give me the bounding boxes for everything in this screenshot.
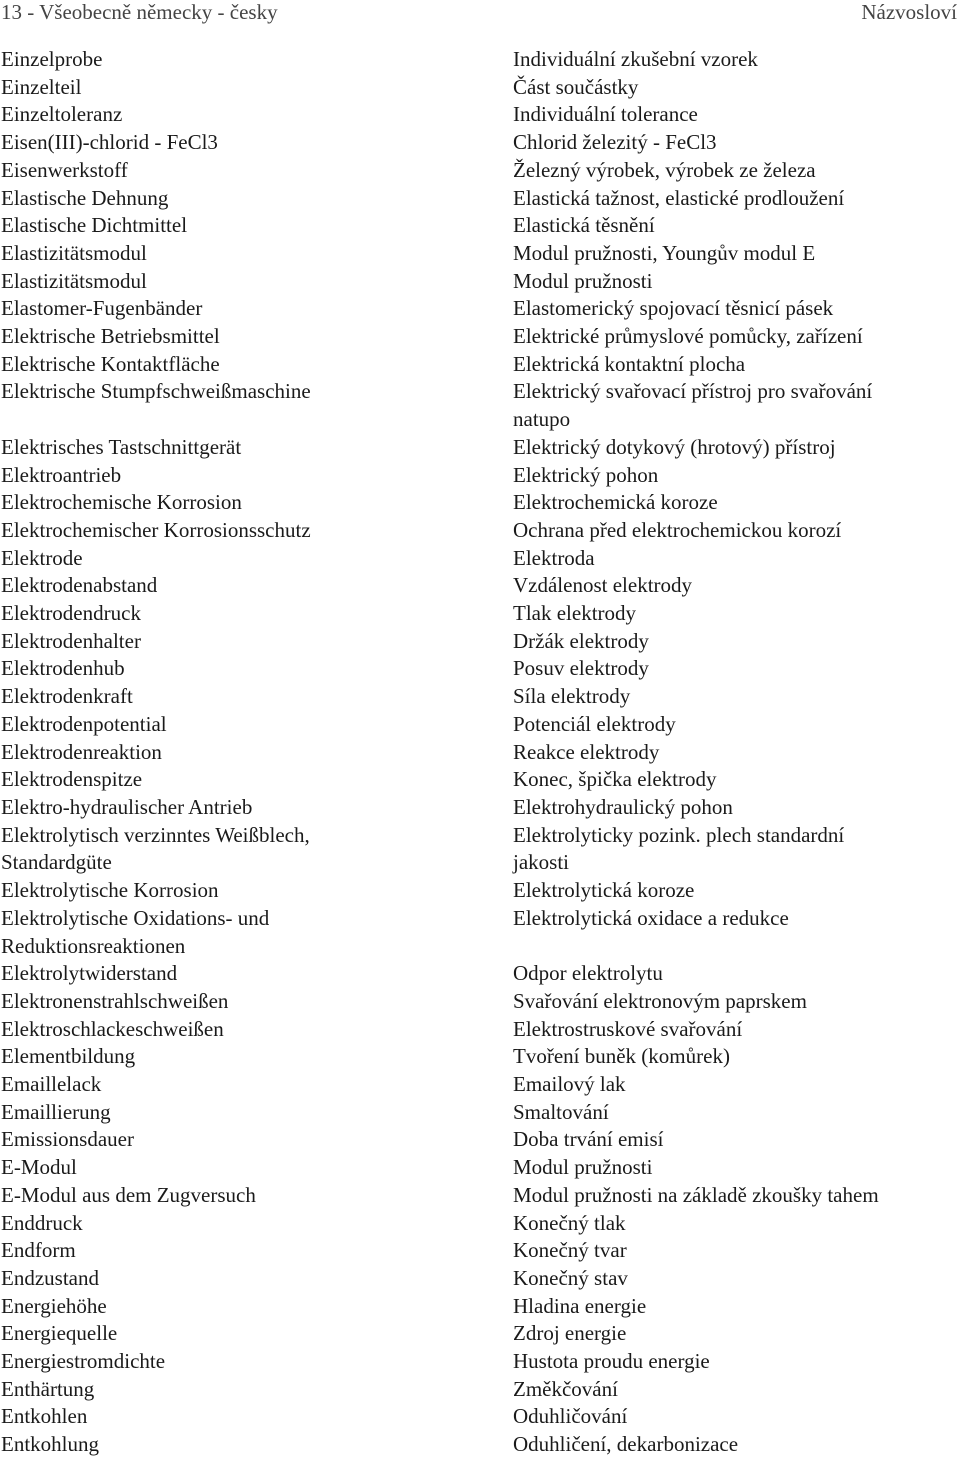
german-term: Elastizitätsmodul [1, 240, 147, 265]
glossary-entry [0, 1237, 960, 1265]
glossary-entry [0, 1182, 960, 1210]
glossary-entry [0, 1403, 960, 1431]
german-term: Energiequelle [1, 1321, 118, 1346]
german-term: Elektrodenabstand [1, 573, 158, 598]
czech-term: Posuv elektrody [513, 656, 649, 681]
czech-term: Elektrický dotykový (hrotový) přístroj [513, 434, 836, 459]
czech-term: Elektroda [513, 545, 595, 570]
german-term: Elastische Dehnung [1, 185, 169, 210]
german-term: Elektroschlackeschweißen [1, 1016, 224, 1041]
glossary-entry [0, 46, 960, 74]
czech-term: Modul pružnosti na základě zkoušky tahem [513, 1182, 879, 1207]
glossary-entry [0, 1126, 960, 1154]
german-term: Elektrode [1, 545, 83, 570]
czech-term: Modul pružnosti [513, 1155, 653, 1180]
glossary-entry [0, 185, 960, 213]
german-term: Elektrolytisch verzinntes Weißblech, Standardgüte [1, 822, 310, 875]
german-term: Elektroantrieb [1, 462, 122, 487]
glossary-entry [0, 905, 960, 960]
glossary-entry [0, 1348, 960, 1376]
czech-term: Chlorid železitý - FeCl3 [513, 130, 717, 155]
german-term: Elektrisches Tastschnittgerät [1, 434, 242, 459]
czech-term: Držák elektrody [513, 628, 649, 653]
czech-term: Oduhličování [513, 1404, 628, 1429]
german-term: Einzelteil [1, 74, 82, 99]
czech-term: Ochrana před elektrochemickou korozí [513, 517, 842, 542]
german-term: E-Modul aus dem Zugversuch [1, 1182, 256, 1207]
glossary-entry [0, 489, 960, 517]
czech-term: Odpor elektrolytu [513, 961, 663, 986]
czech-term: Oduhličení, dekarbonizace [513, 1432, 739, 1457]
german-term: Energiehöhe [1, 1293, 107, 1318]
german-term: Elastizitätsmodul [1, 268, 147, 293]
glossary-entry [0, 1154, 960, 1182]
german-term: Entkohlen [1, 1404, 88, 1429]
czech-term: Změkčování [513, 1376, 618, 1401]
czech-term: Elektrické průmyslové pomůcky, zařízení [513, 324, 863, 349]
glossary-entry [0, 378, 960, 433]
czech-term: Modul pružnosti, Youngův modul E [513, 240, 816, 265]
glossary-entry [0, 572, 960, 600]
czech-term: Elektrohydraulický pohon [513, 794, 733, 819]
czech-term: Doba trvání emisí [513, 1127, 664, 1152]
german-term: Eisenwerkstoff [1, 157, 128, 182]
german-term: Elektrolytische Oxidations- und Reduktionsreaktionen [1, 905, 270, 958]
german-term: Elektrolytwiderstand [1, 961, 178, 986]
glossary-entry [0, 655, 960, 683]
czech-term: Modul pružnosti [513, 268, 653, 293]
glossary-entry [0, 1071, 960, 1099]
glossary-entry [0, 628, 960, 656]
glossary-entry [0, 212, 960, 240]
german-term: Elektrodenkraft [1, 684, 133, 709]
chapter-title: 13 - Všeobecně německy - česky [1, 0, 278, 24]
czech-term: Elektrický pohon [513, 462, 659, 487]
czech-term: Elektrolyticky pozink. plech standardní jakosti [513, 822, 845, 875]
czech-term: Individuální zkušební vzorek [513, 47, 758, 71]
german-term: Elektrodenhub [1, 656, 125, 681]
glossary-entry [0, 323, 960, 351]
czech-term: Hustota proudu energie [513, 1349, 710, 1374]
czech-term: Elektrolytická oxidace a redukce [513, 905, 789, 930]
czech-term: Smaltování [513, 1099, 609, 1124]
section-title: Názvosloví [861, 0, 957, 24]
glossary-entry [0, 434, 960, 462]
czech-term: Zdroj energie [513, 1321, 627, 1346]
czech-term: Tvoření buněk (komůrek) [513, 1044, 730, 1069]
czech-term: Konec, špička elektrody [513, 767, 717, 792]
german-term: Elementbildung [1, 1044, 136, 1069]
german-term: Elektro-hydraulischer Antrieb [1, 794, 253, 819]
glossary-entry [0, 1210, 960, 1238]
german-term: Elektrolytische Korrosion [1, 878, 219, 903]
czech-term: Vzdálenost elektrody [513, 573, 693, 598]
glossary-entry [0, 517, 960, 545]
glossary-table [0, 46, 960, 1459]
glossary-entry [0, 794, 960, 822]
german-term: Elektrochemischer Korrosionsschutz [1, 517, 311, 542]
glossary-entry [0, 240, 960, 268]
czech-term: Elastická těsnění [513, 213, 655, 238]
czech-term: Elektrolytická koroze [513, 878, 695, 903]
czech-term: Elektrická kontaktní plocha [513, 351, 746, 376]
german-term: Elektronenstrahlschweißen [1, 988, 229, 1013]
german-term: Enthärtung [1, 1376, 95, 1401]
german-term: Entkohlung [1, 1432, 99, 1457]
glossary-entry [0, 101, 960, 129]
german-term: Emaillelack [1, 1072, 102, 1097]
czech-term: Reakce elektrody [513, 739, 660, 764]
glossary-entry [0, 462, 960, 490]
glossary-entry [0, 157, 960, 185]
glossary-entry [0, 822, 960, 877]
czech-term: Konečný stav [513, 1265, 628, 1290]
german-term: Energiestromdichte [1, 1349, 166, 1374]
czech-term: Síla elektrody [513, 684, 631, 709]
glossary-entry [0, 600, 960, 628]
german-term: Enddruck [1, 1210, 83, 1235]
czech-term: Elastická tažnost, elastické prodloužení [513, 185, 845, 210]
czech-term: Elastomerický spojovací těsnicí pásek [513, 296, 834, 321]
czech-term: Hladina energie [513, 1293, 647, 1318]
glossary-entry [0, 1376, 960, 1404]
glossary-entry [0, 1431, 960, 1459]
czech-term: Emailový lak [513, 1072, 626, 1097]
german-term: Endzustand [1, 1265, 99, 1290]
page-header [0, 0, 960, 28]
glossary-entry [0, 1293, 960, 1321]
german-term: Eisen(III)-chlorid - FeCl3 [1, 130, 218, 155]
german-term: Endform [1, 1238, 76, 1263]
glossary-entry [0, 766, 960, 794]
glossary-entry [0, 545, 960, 573]
german-term: Einzelprobe [1, 47, 103, 71]
glossary-entry [0, 1043, 960, 1071]
german-term: Emaillierung [1, 1099, 111, 1124]
czech-term: Konečný tlak [513, 1210, 626, 1235]
german-term: E-Modul [1, 1155, 77, 1180]
german-term: Elektrische Stumpfschweißmaschine [1, 379, 311, 404]
german-term: Elektrodenpotential [1, 711, 167, 736]
czech-term: Konečný tvar [513, 1238, 627, 1263]
glossary-entry [0, 1320, 960, 1348]
glossary-entry [0, 351, 960, 379]
glossary-entry [0, 295, 960, 323]
glossary-entry [0, 129, 960, 157]
czech-term: Část součástky [513, 74, 639, 99]
glossary-entry [0, 74, 960, 102]
czech-term: Svařování elektronovým paprskem [513, 988, 807, 1013]
glossary-entry [0, 1016, 960, 1044]
german-term: Elastische Dichtmittel [1, 213, 188, 238]
glossary-entry [0, 683, 960, 711]
german-term: Elektrodenhalter [1, 628, 141, 653]
german-term: Elektrodenreaktion [1, 739, 162, 764]
czech-term: Elektrický svařovací přístroj pro svařování natupo [513, 379, 873, 432]
german-term: Elektrische Betriebsmittel [1, 324, 220, 349]
glossary-entry [0, 960, 960, 988]
czech-term: Individuální tolerance [513, 102, 698, 127]
german-term: Elektrische Kontaktfläche [1, 351, 220, 376]
glossary-entry [0, 739, 960, 767]
glossary-entry [0, 877, 960, 905]
glossary-entry [0, 1099, 960, 1127]
german-term: Elastomer-Fugenbänder [1, 296, 203, 321]
czech-term: Potenciál elektrody [513, 711, 676, 736]
german-term: Emissionsdauer [1, 1127, 134, 1152]
german-term: Einzeltoleranz [1, 102, 123, 127]
german-term: Elektrochemische Korrosion [1, 490, 242, 515]
czech-term: Železný výrobek, výrobek ze železa [513, 157, 816, 182]
czech-term: Elektrostruskové svařování [513, 1016, 743, 1041]
czech-term: Tlak elektrody [513, 601, 637, 626]
glossary-entry [0, 1265, 960, 1293]
glossary-entry [0, 711, 960, 739]
glossary-entry [0, 268, 960, 296]
german-term: Elektrodendruck [1, 601, 141, 626]
czech-term: Elektrochemická koroze [513, 490, 718, 515]
glossary-entry [0, 988, 960, 1016]
german-term: Elektrodenspitze [1, 767, 143, 792]
